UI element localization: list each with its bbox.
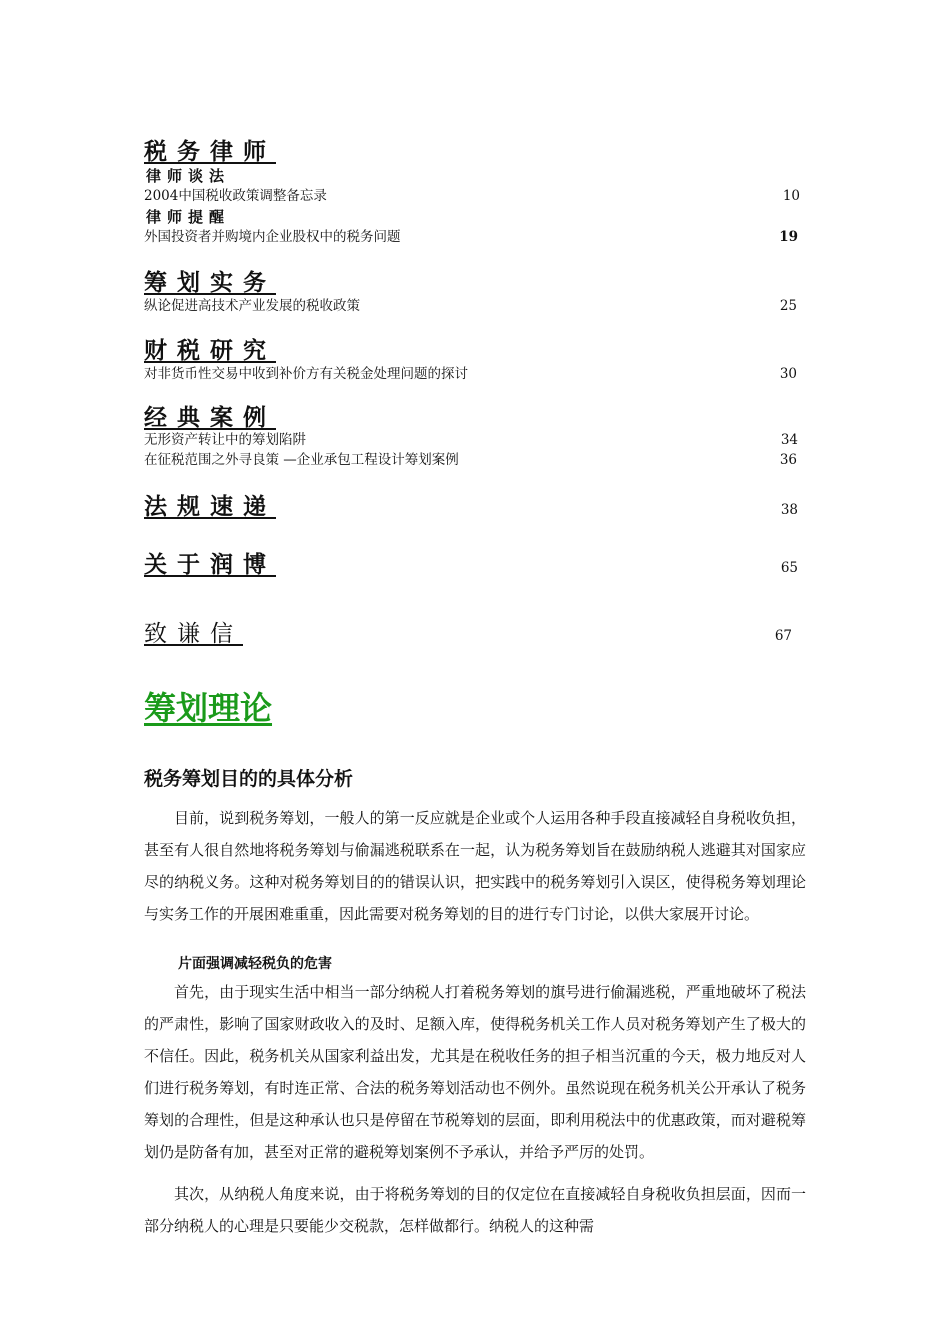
toc-entry-page: 25 <box>779 298 797 314</box>
paragraph-text: 其次，从纳税人角度来说，由于将税务筹划的目的仅定位在直接减轻自身税收负担层面，因而一部分纳税人的心理是只要能少交税款，怎样做都行。纳税人的这种需 <box>144 1185 806 1235</box>
toc-entry-title[interactable]: 对非货币性交易中收到补价方有关税金处理问题的探讨 <box>144 366 468 382</box>
toc-section-laws[interactable]: 法规速递 <box>144 494 276 520</box>
article-paragraph <box>144 802 806 930</box>
section-title: 筹划理论 <box>144 689 273 727</box>
toc-entry-page: 30 <box>779 366 797 382</box>
article-title: 税务筹划目的的具体分析 <box>144 768 354 790</box>
toc-entry-page: 67 <box>774 628 792 644</box>
toc-entry-title[interactable]: 纵论促进高技术产业发展的税收政策 <box>144 298 360 314</box>
article-paragraph <box>144 1178 806 1242</box>
article-paragraph <box>144 976 806 1168</box>
toc-section-lawyer[interactable]: 税务律师 <box>144 139 276 165</box>
toc-entry-page: 34 <box>780 432 798 448</box>
toc-entry-title[interactable]: 外国投资者并购境内企业股权中的税务问题 <box>144 229 401 245</box>
toc-section-practice[interactable]: 筹划实务 <box>144 270 276 296</box>
toc-entry-page: 38 <box>780 502 798 518</box>
toc-subsection-lawyer-talk: 律师谈法 <box>146 167 231 185</box>
toc-section-research[interactable]: 财税研究 <box>144 338 276 364</box>
toc-section-cases[interactable]: 经典案例 <box>144 405 276 431</box>
toc-entry-page: 36 <box>779 452 797 468</box>
toc-entry-page: 19 <box>779 229 798 245</box>
toc-entry-title[interactable]: 2004中国税收政策调整备忘录 <box>144 188 327 204</box>
toc-section-about[interactable]: 关于润博 <box>144 552 276 578</box>
toc-section-thanks[interactable]: 致谦信 <box>144 621 243 647</box>
paragraph-text: 首先，由于现实生活中相当一部分纳税人打着税务筹划的旗号进行偷漏逃税，严重地破坏了税法的严肃性，影响了国家财政收入的及时、足额入库，使得税务机关工作人员对税务筹划产生了极大的不信任。因此，税务机关从国家利益出发，尤其是在税收任务的担子相当沉重的今天，极力地反对人们进行税务筹划，有时连正常、合法的税务筹划活动也不例外。虽然说现在税务机关公开承认了税务筹划的合理性，但是这种承认也只是停留在节税筹划的层面，即利用税法中的优惠政策，而对避税筹划仍是防备有加，甚至对正常的避税筹划案例不予承认，并给予严厉的处罚。 <box>144 983 806 1161</box>
toc-entry-title[interactable]: 在征税范围之外寻良策 —企业承包工程设计筹划案例 <box>144 452 459 468</box>
paragraph-text: 目前，说到税务筹划，一般人的第一反应就是企业或个人运用各种手段直接减轻自身税收负担，甚至有人很自然地将税务筹划与偷漏逃税联系在一起，认为税务筹划旨在鼓励纳税人逃避其对国家应尽的纳税义务。这种对税务筹划目的的错误认识，把实践中的税务筹划引入误区，使得税务筹划理论与实务工作的开展困难重重，因此需要对税务筹划的目的进行专门讨论，以供大家展开讨论。 <box>144 809 806 923</box>
toc-entry-title[interactable]: 无形资产转让中的筹划陷阱 <box>144 432 306 448</box>
toc-entry-page: 65 <box>780 560 798 576</box>
article-subheading: 片面强调减轻税负的危害 <box>178 956 332 972</box>
toc-subsection-lawyer-remind: 律师提醒 <box>146 208 231 226</box>
toc-entry-page: 10 <box>782 188 800 204</box>
